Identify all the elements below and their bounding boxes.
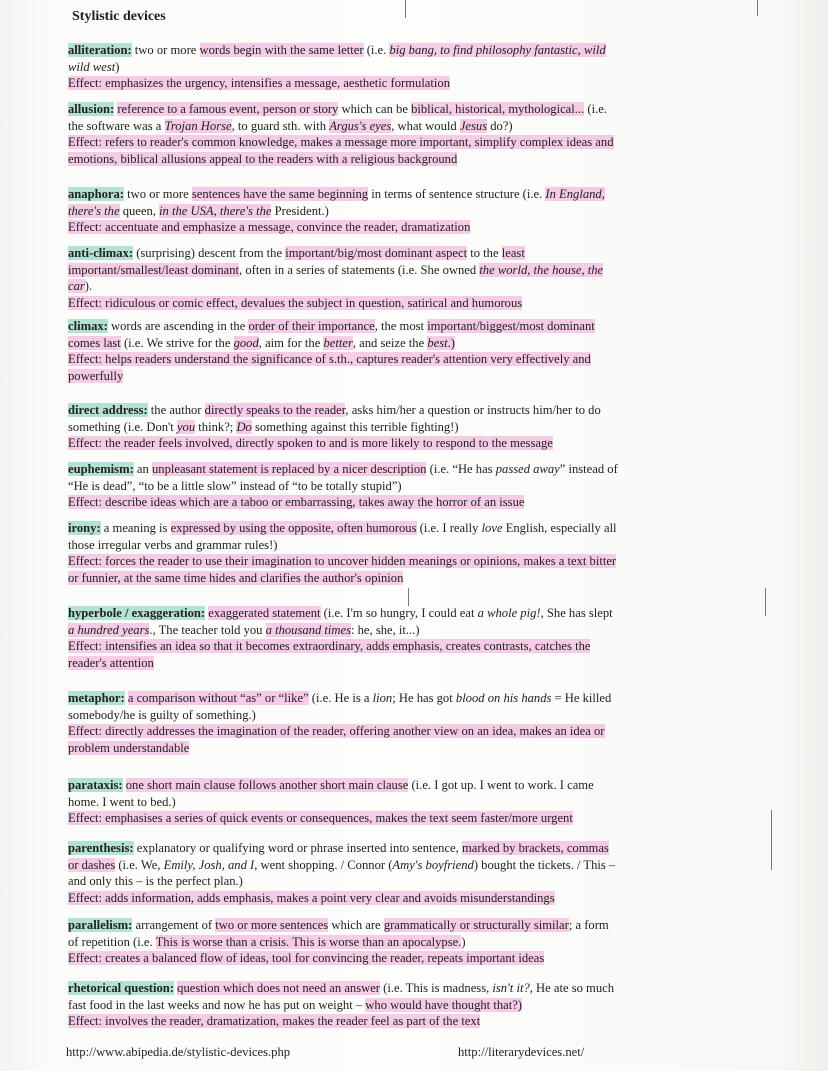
entry-effect: Effect: helps readers understand the significance of s.th., captures reader's attention very effectively and powerfully: [68, 352, 591, 383]
entry-effect: Effect: intensifies an idea so that it becomes extraordinary, adds emphasis, creates contrasts, catches the reader's attention: [68, 639, 591, 670]
entry-effect: Effect: accentuate and emphasize a message, convince the reader, dramatization: [68, 220, 471, 235]
entry-effect: Effect: forces the reader to use their imagination to uncover hidden meanings or opinions, makes a text bitter or funnier, at the same time hides and clarifies the author's opinion: [68, 554, 617, 585]
entry-definition: alliteration: two or more words begin with the same letter (i.e. big bang, to find philosophy fantastic, wild wild west): [68, 43, 606, 74]
entry-effect: Effect: adds information, adds emphasis, makes a point very clear and avoids misunderstandings: [68, 890, 555, 905]
entry-term: direct address:: [68, 403, 148, 417]
entry-direct-address: [68, 402, 710, 452]
entry-hyperbole: [68, 605, 710, 671]
scan-mark: [757, 0, 758, 16]
entry-definition: allusion: reference to a famous event, person or story which can be biblical, historical, mythological... (i.e. the software was a Trojan Horse, to guard sth. with Argus's eyes, what would Jesus do?): [68, 102, 607, 133]
entry-effect: Effect: emphasises a series of quick events or consequences, makes the text seem faster/more urgent: [68, 811, 573, 826]
entry-definition: parataxis: one short main clause follows another short main clause (i.e. I got up. I went to work. I came home. I went to bed.): [68, 778, 594, 809]
entry-effect: Effect: involves the reader, dramatization, makes the reader feel as part of the text: [68, 1014, 481, 1029]
entry-definition: anaphora: two or more sentences have the same beginning in terms of sentence structure (i.e. In England, there's the queen, in the USA, there's the President.): [68, 187, 605, 218]
entry-anaphora: [68, 186, 710, 236]
entry-irony: [68, 520, 710, 586]
entry-effect: Effect: creates a balanced flow of ideas, tool for convincing the reader, repeats important ideas: [68, 951, 545, 966]
entry-definition: metaphor: a comparison without “as” or “like” (i.e. He is a lion; He has got blood on his hands = He killed somebody/he is guilty of something.): [68, 691, 612, 722]
entry-effect: Effect: describe ideas which are a taboo or embarrassing, takes away the horror of an issue: [68, 495, 525, 510]
entry-effect: Effect: directly addresses the imagination of the reader, offering another view on an idea, makes an idea or problem understandable: [68, 724, 605, 755]
entry-effect: Effect: emphasizes the urgency, intensifies a message, aesthetic formulation: [68, 76, 450, 91]
scan-mark: [405, 0, 406, 18]
entry-alliteration: [68, 42, 710, 92]
entry-term: euphemism:: [68, 462, 134, 476]
entry-effect: Effect: the reader feels involved, directly spoken to and is more likely to respond to the message: [68, 436, 553, 451]
entry-metaphor: [68, 690, 710, 756]
entry-rhetorical-question: [68, 980, 710, 1030]
entry-effect: Effect: refers to reader's common knowledge, makes a message more important, simplify complex ideas and emotions, biblical allusions appeal to the readers with a religious background: [68, 135, 614, 166]
entry-term: metaphor:: [68, 691, 125, 705]
entry-definition: hyperbole / exaggeration: exaggerated statement (i.e. I'm so hungry, I could eat a whole pig!, She has slept a hundred years., The teacher told you a thousand times: he, she, it...): [68, 606, 613, 637]
entry-euphemism: [68, 461, 710, 511]
entry-term: irony:: [68, 521, 101, 535]
entry-term: hyperbole / exaggeration:: [68, 606, 206, 620]
entry-term: anaphora:: [68, 187, 124, 201]
entry-anti-climax: [68, 245, 710, 311]
entry-definition: direct address: the author directly speaks to the reader, asks him/her a question or instructs him/her to do something (i.e. Don't you think?; Do something against this terrible fighting!): [68, 403, 601, 434]
entry-climax: [68, 318, 710, 384]
entry-term: parallelism:: [68, 918, 133, 932]
scan-mark: [771, 810, 772, 870]
entry-definition: parenthesis: explanatory or qualifying word or phrase inserted into sentence, marked by brackets, commas or dashes (i.e. We, Emily, Josh, and I, went shopping. / Connor (Amy's boyfriend) bought the tickets. / This – and only this – is the perfect plan.): [68, 841, 616, 889]
entry-term: allusion:: [68, 102, 115, 116]
entry-definition: climax: words are ascending in the order of their importance, the most important/biggest/most dominant comes last (i.e. We strive for the good, aim for the better, and seize the best.): [68, 319, 595, 350]
entry-term: climax:: [68, 319, 108, 333]
entry-definition: parallelism: arrangement of two or more sentences which are grammatically or structurally similar; a form of repetition (i.e. This is worse than a crisis. This is worse than an apocalypse.): [68, 918, 609, 949]
scan-mark: [765, 588, 766, 616]
footer-source-link[interactable]: http://www.abipedia.de/stylistic-devices.php: [66, 1045, 291, 1059]
entry-parataxis: [68, 777, 710, 827]
page-title: Stylistic devices: [72, 9, 166, 24]
entry-parenthesis: [68, 840, 710, 906]
entry-definition: anti-climax: (surprising) descent from the important/big/most dominant aspect to the least important/smallest/least dominant, often in a series of statements (i.e. She owned the world, the house, the car).: [68, 246, 604, 294]
entry-term: rhetorical question:: [68, 981, 174, 995]
footer-source-link[interactable]: http://literarydevices.net/: [458, 1045, 585, 1059]
scan-mark: [408, 588, 409, 606]
entry-term: anti-climax:: [68, 246, 134, 260]
entry-term: parataxis:: [68, 778, 123, 792]
entry-term: alliteration:: [68, 43, 132, 57]
entry-definition: irony: a meaning is expressed by using the opposite, often humorous (i.e. I really love English, especially all those irregular verbs and grammar rules!): [68, 521, 617, 552]
entry-parallelism: [68, 917, 710, 967]
entry-definition: euphemism: an unpleasant statement is replaced by a nicer description (i.e. “He has passed away” instead of “He is dead”, “to be a little slow” instead of “to be totally stupid”): [68, 462, 618, 493]
entry-allusion: [68, 101, 710, 167]
entry-term: parenthesis:: [68, 841, 134, 855]
entry-definition: rhetorical question: question which does not need an answer (i.e. This is madness, isn't it?, He ate so much fast food in the last weeks and now he has put on weight – who would have thought that?): [68, 981, 615, 1012]
entry-effect: Effect: ridiculous or comic effect, devalues the subject in question, satirical and humorous: [68, 295, 523, 310]
